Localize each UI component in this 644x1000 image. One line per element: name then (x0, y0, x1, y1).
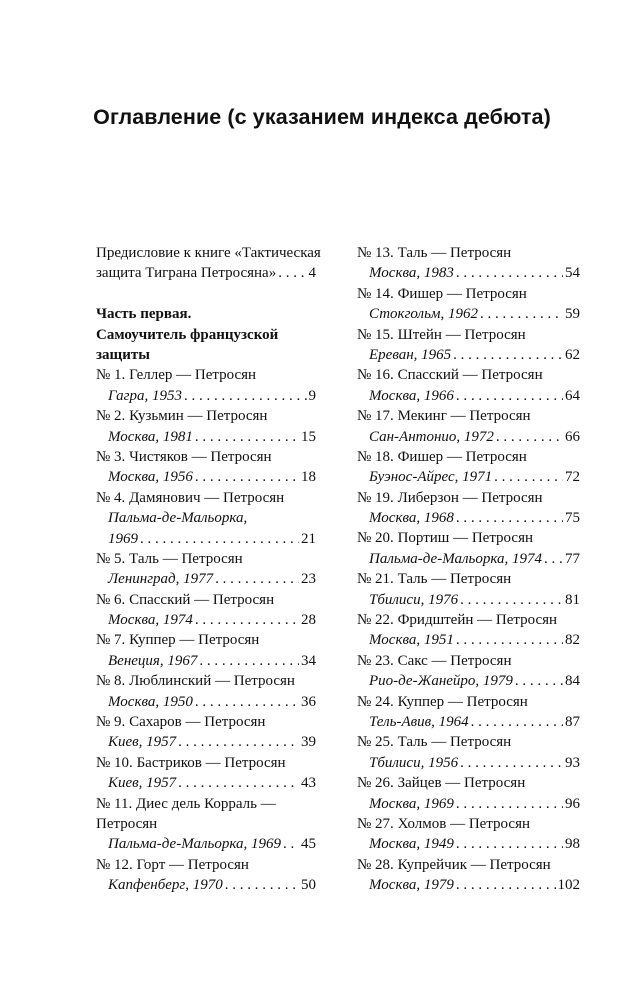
preface-line-2: защита Тиграна Петросяна» (96, 265, 277, 282)
game-number: № 14. (357, 285, 394, 302)
game-place: Тбилиси, 1976 (369, 591, 459, 608)
section-heading-1: Часть первая. (96, 306, 192, 323)
game-place: Москва, 1956 (108, 469, 193, 486)
page-number: 66 (565, 428, 580, 445)
toc-entry (357, 243, 580, 284)
game-players: Мекинг — Петросян (397, 408, 531, 425)
leader-dots (195, 427, 299, 447)
game-place-line (96, 610, 316, 630)
leader-dots (496, 427, 563, 447)
leader-dots (283, 834, 299, 854)
entry-heading (357, 406, 580, 426)
preface-entry (96, 263, 316, 283)
toc-entry (357, 651, 580, 692)
leader-dots (456, 508, 563, 528)
leader-dots (215, 569, 299, 589)
game-place-line (96, 569, 316, 589)
toc-entry (96, 712, 316, 753)
toc-entry (96, 671, 316, 712)
game-players: Люблинский — Петросян (129, 673, 295, 690)
entry-heading (357, 447, 580, 467)
game-number: № 15. (357, 326, 394, 343)
toc-entry (357, 325, 580, 366)
preface-line-1: Предисловие к книге «Тактическая (96, 245, 321, 261)
leader-dots (195, 610, 299, 630)
page-number: 87 (565, 713, 580, 730)
entry-heading (357, 773, 580, 793)
game-number: № 7. (96, 632, 126, 649)
game-players: Фридштейн — Петросян (397, 612, 558, 629)
entry-heading (96, 630, 316, 650)
game-players: Чистяков — Петросян (129, 448, 272, 465)
game-place: Киев, 1957 (108, 775, 177, 792)
game-players: Холмов — Петросян (397, 815, 530, 832)
game-players: Таль — Петросян (129, 550, 243, 567)
toc-column-right (357, 243, 580, 896)
game-place: Москва, 1974 (108, 612, 193, 629)
toc-entry (96, 794, 316, 855)
page-number: 43 (301, 775, 316, 792)
toc-entry (357, 406, 580, 447)
entry-heading (96, 447, 316, 467)
section-heading-2: Самоучитель французской (96, 326, 279, 343)
entry-heading (357, 284, 580, 304)
page-number: 96 (565, 795, 580, 812)
game-number: № 11. (96, 795, 133, 812)
entry-heading (96, 488, 316, 508)
leader-dots (195, 692, 299, 712)
game-place-line (96, 651, 316, 671)
toc-title: Оглавление (с указанием индекса дебюта) (93, 105, 551, 129)
game-players: Таль — Петросян (397, 571, 512, 588)
spacer (96, 284, 316, 304)
toc-entry (357, 447, 580, 488)
game-place: Стокгольм, 1962 (369, 306, 478, 323)
page-number: 28 (301, 612, 316, 629)
page-number: 77 (565, 550, 580, 567)
page-number: 62 (565, 346, 580, 363)
game-number: № 25. (357, 734, 394, 751)
page-number: 54 (565, 265, 580, 282)
toc-entry (96, 447, 316, 488)
game-place: Ленинград, 1977 (108, 571, 214, 588)
game-place-line (357, 590, 580, 610)
leader-dots (140, 529, 299, 549)
entry-heading (357, 569, 580, 589)
game-number: № 9. (96, 714, 126, 731)
game-number: № 10. (96, 754, 133, 771)
game-place: Пальма-де-Мальорка, 1974 (369, 550, 542, 567)
game-place-line (357, 549, 580, 569)
toc-entry (357, 528, 580, 569)
entry-heading (357, 488, 580, 508)
page-number: 64 (565, 387, 580, 404)
section-heading-3: защиты (96, 346, 150, 363)
game-place: Капфенберг, 1970 (108, 877, 223, 894)
page-number: 72 (565, 469, 580, 486)
game-number: № 13. (357, 245, 394, 261)
game-players: Спасский — Петросян (397, 367, 543, 384)
game-number: № 3. (96, 448, 126, 465)
page-number: 84 (565, 673, 580, 690)
toc-entry (357, 692, 580, 733)
leader-dots (460, 753, 563, 773)
game-players: Таль — Петросян (397, 245, 512, 261)
game-place-line (96, 427, 316, 447)
leader-dots (544, 549, 563, 569)
toc-entry (357, 814, 580, 855)
game-number: № 26. (357, 775, 394, 792)
page-number: 75 (565, 510, 580, 527)
leader-dots (456, 794, 563, 814)
game-place: Гагра, 1953 (108, 387, 183, 404)
leader-dots (199, 651, 299, 671)
page-number: 50 (301, 877, 316, 894)
game-place-line (357, 386, 580, 406)
toc-entry (357, 773, 580, 814)
page-number: 102 (557, 877, 580, 894)
game-number: № 8. (96, 673, 126, 690)
game-players: Таль — Петросян (397, 734, 512, 751)
leader-dots (178, 773, 299, 793)
entry-heading (96, 365, 316, 385)
game-place: Пальма-де-Мальорка, 1969 (108, 836, 281, 853)
leader-dots (456, 875, 556, 895)
entry-heading (357, 855, 580, 875)
entry-heading (357, 365, 580, 385)
game-players: Спасский — Петросян (129, 591, 275, 608)
game-place: Москва, 1949 (369, 836, 454, 853)
entry-heading (96, 794, 316, 814)
game-place-line (357, 345, 580, 365)
leader-dots (460, 590, 563, 610)
toc-entry (357, 855, 580, 896)
entry-heading (96, 671, 316, 691)
toc-entry (96, 365, 316, 406)
toc-entry (96, 590, 316, 631)
entry-heading (357, 528, 580, 548)
game-number: № 27. (357, 815, 394, 832)
game-place-line (96, 692, 316, 712)
game-players: Портиш — Петросян (397, 530, 534, 547)
toc-entry (357, 569, 580, 610)
leader-dots (178, 732, 299, 752)
game-place-line (96, 875, 316, 895)
entry-heading (96, 406, 316, 426)
page-number: 21 (301, 530, 316, 547)
game-place-line (96, 467, 316, 487)
game-players: Купрейчик — Петросян (397, 856, 551, 873)
game-number: № 6. (96, 591, 126, 608)
page-number: 81 (565, 591, 580, 608)
game-players: Куппер — Петросян (397, 693, 528, 710)
game-place: Москва, 1979 (369, 877, 454, 894)
page-number: 23 (301, 571, 316, 588)
entry-heading (357, 325, 580, 345)
game-number: № 5. (96, 550, 126, 567)
entry-heading (96, 753, 316, 773)
toc-entry (357, 488, 580, 529)
page-number: 45 (301, 836, 316, 853)
game-place: Москва, 1983 (369, 265, 454, 282)
game-place: Москва, 1950 (108, 693, 193, 710)
leader-dots (480, 304, 563, 324)
game-players: Либерзон — Петросян (397, 489, 543, 506)
game-number: № 16. (357, 367, 394, 384)
page-number: 98 (565, 836, 580, 853)
game-place-line (357, 467, 580, 487)
game-players: Штейн — Петросян (397, 326, 526, 343)
page-number: 34 (301, 652, 316, 669)
game-players: Бастриков — Петросян (136, 754, 286, 771)
entry-heading (357, 651, 580, 671)
leader-dots (225, 875, 299, 895)
game-place-line (357, 508, 580, 528)
toc-entry (96, 488, 316, 549)
game-players: Фишер — Петросян (397, 448, 527, 465)
game-players: Дамянович — Петросян (129, 489, 285, 506)
game-place: Москва, 1951 (369, 632, 454, 649)
game-number: № 4. (96, 489, 126, 506)
leader-dots (456, 630, 563, 650)
game-number: № 28. (357, 856, 394, 873)
game-players-cont: Петросян (96, 815, 158, 832)
game-place-line (96, 773, 316, 793)
leader-dots (515, 671, 563, 691)
page-number: 4 (308, 265, 316, 282)
entry-heading (96, 712, 316, 732)
game-place-line (357, 875, 580, 895)
toc-entry (96, 406, 316, 447)
game-place: Сан-Антонио, 1972 (369, 428, 494, 445)
game-place: Тель-Авив, 1964 (369, 713, 469, 730)
leader-dots (456, 834, 563, 854)
game-number: № 1. (96, 367, 126, 384)
game-number: № 24. (357, 693, 394, 710)
game-players: Сахаров — Петросян (129, 714, 266, 731)
game-place: Ереван, 1965 (369, 346, 452, 363)
page-number: 39 (301, 734, 316, 751)
page-number: 9 (308, 387, 316, 404)
page-number: 93 (565, 754, 580, 771)
page-number: 18 (301, 469, 316, 486)
game-players: Горт — Петросян (136, 856, 249, 873)
leader-dots (195, 467, 299, 487)
leader-dots (278, 263, 306, 283)
game-place-line (96, 732, 316, 752)
entry-heading (357, 732, 580, 752)
game-players: Диес дель Корраль — (136, 795, 276, 812)
page-number: 82 (565, 632, 580, 649)
game-place-line (357, 304, 580, 324)
game-players: Зайцев — Петросян (397, 775, 526, 792)
toc-entry (357, 365, 580, 406)
page-number: 36 (301, 693, 316, 710)
game-number: № 12. (96, 856, 133, 873)
game-place-line (357, 834, 580, 854)
toc-entry (96, 549, 316, 590)
game-place-line (357, 671, 580, 691)
game-number: № 23. (357, 652, 394, 669)
leader-dots (494, 467, 563, 487)
entry-heading (96, 590, 316, 610)
game-place: Тбилиси, 1956 (369, 754, 459, 771)
game-place-line (357, 630, 580, 650)
page-number: 15 (301, 428, 316, 445)
toc-entry (357, 732, 580, 773)
game-number: № 21. (357, 571, 394, 588)
leader-dots (453, 345, 563, 365)
game-place: Киев, 1957 (108, 734, 177, 751)
game-place-line (357, 427, 580, 447)
toc-entry (96, 753, 316, 794)
game-place: Пальма-де-Мальорка, (108, 510, 248, 527)
entry-heading (96, 855, 316, 875)
game-place-cont: 1969 (108, 530, 138, 547)
game-number: № 18. (357, 448, 394, 465)
leader-dots (471, 712, 563, 732)
leader-dots (456, 263, 563, 283)
entry-heading (357, 243, 580, 263)
game-place-line (357, 263, 580, 283)
game-players: Куппер — Петросян (129, 632, 260, 649)
game-place: Венеция, 1967 (108, 652, 198, 669)
game-players: Кузьмин — Петросян (129, 408, 268, 425)
game-number: № 17. (357, 408, 394, 425)
toc-column-left (96, 243, 321, 896)
toc-entry (357, 284, 580, 325)
game-number: № 22. (357, 612, 394, 629)
game-place-line (96, 386, 316, 406)
game-place: Москва, 1968 (369, 510, 454, 527)
game-number: № 20. (357, 530, 394, 547)
game-place: Москва, 1969 (369, 795, 454, 812)
game-place-line (96, 834, 316, 854)
game-place-line (357, 794, 580, 814)
toc-entry (357, 610, 580, 651)
game-number: № 19. (357, 489, 394, 506)
entry-heading (357, 814, 580, 834)
game-number: № 2. (96, 408, 126, 425)
game-players: Сакс — Петросян (397, 652, 512, 669)
toc-entry (96, 855, 316, 896)
game-players: Фишер — Петросян (397, 285, 527, 302)
game-place: Буэнос-Айрес, 1971 (369, 469, 493, 486)
game-place-line (96, 529, 316, 549)
game-place: Рио-де-Жанейро, 1979 (369, 673, 513, 690)
game-place-line (357, 712, 580, 732)
entry-heading (357, 610, 580, 630)
game-place: Москва, 1981 (108, 428, 193, 445)
leader-dots (184, 386, 306, 406)
toc-entry (96, 630, 316, 671)
page-number: 59 (565, 306, 580, 323)
entry-heading (357, 692, 580, 712)
game-place-line (357, 753, 580, 773)
game-place: Москва, 1966 (369, 387, 454, 404)
entry-heading (96, 549, 316, 569)
leader-dots (456, 386, 563, 406)
game-players: Геллер — Петросян (129, 367, 257, 384)
